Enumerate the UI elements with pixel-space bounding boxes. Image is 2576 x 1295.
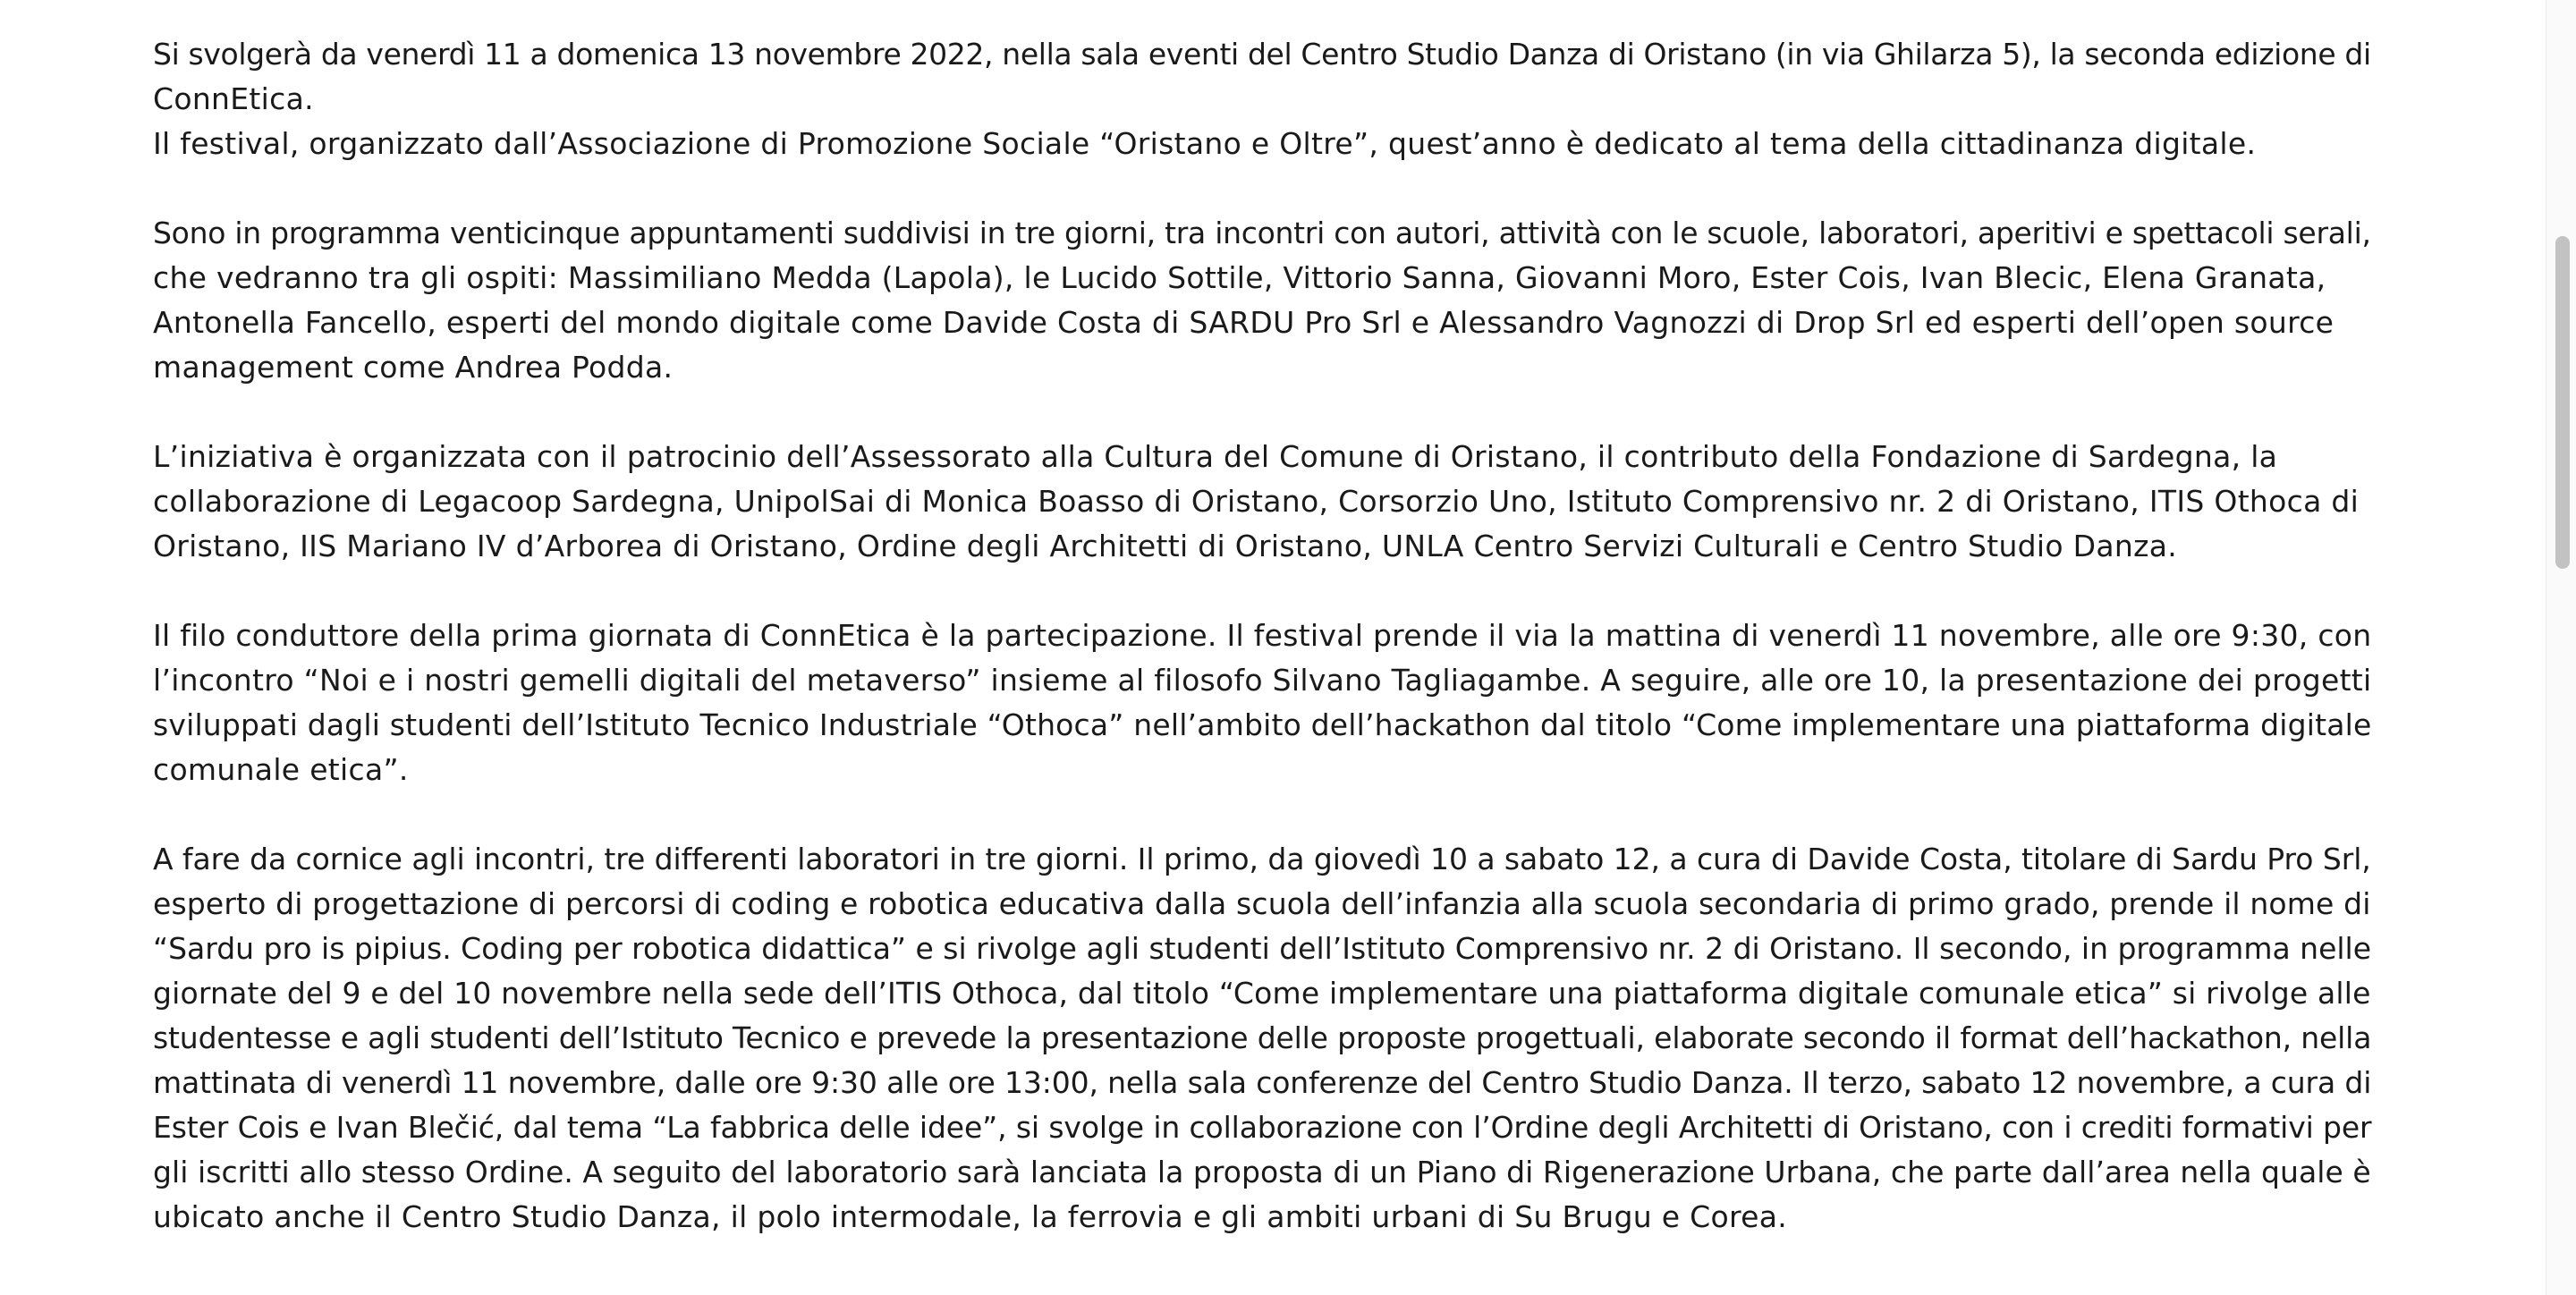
scrollbar-thumb[interactable]	[2555, 236, 2570, 569]
paragraph-sponsors	[153, 435, 2371, 569]
text-line: esperto di progettazione di percorsi di coding e robotica educativa dalla scuola dell’infanzia alla scuola secondaria di primo grado, prende il nome di	[153, 886, 2371, 921]
article-body	[153, 32, 2371, 1284]
text-line: management come Andrea Podda.	[153, 350, 674, 385]
text-line: collaborazione di Legacoop Sardegna, UnipolSai di Monica Boasso di Oristano, Corsorzio Uno, Istituto Comprensivo nr. 2 di Oristano, ITIS Othoca di	[153, 484, 2360, 519]
paragraph-program	[153, 211, 2371, 390]
text-line: Sono in programma venticinque appuntamenti suddivisi in tre giorni, tra incontri con autori, attività con le scuole, laboratori, aperitivi e spettacoli serali,	[153, 216, 2371, 250]
text-line: sviluppati dagli studenti dell’Istituto Tecnico Industriale “Othoca” nell’ambito dell’hackathon dal titolo “Come implementare una piattaforma digitale	[153, 707, 2372, 742]
text-line: Si svolgerà da venerdì 11 a domenica 13 novembre 2022, nella sala eventi del Centro Studio Danza di Oristano (in via Ghilarza 5), la seconda edizione di	[153, 37, 2371, 72]
text-line: Il filo conduttore della prima giornata di ConnEtica è la partecipazione. Il festival prende il via la mattina di venerdì 11 novembre, alle ore 9:30, con	[153, 618, 2372, 653]
text-line: Oristano, IIS Mariano IV d’Arborea di Oristano, Ordine degli Architetti di Oristano, UNLA Centro Servizi Culturali e Centro Studio Danza.	[153, 529, 2178, 563]
text-line: ubicato anche il Centro Studio Danza, il polo intermodale, la ferrovia e gli ambiti urbani di Su Brugu e Corea.	[153, 1199, 1788, 1234]
text-line: gli iscritti allo stesso Ordine. A seguito del laboratorio sarà lanciata la proposta di un Piano di Rigenerazione Urbana, che parte dall’area nella quale è	[153, 1155, 2371, 1189]
text-line: Antonella Fancello, esperti del mondo digitale come Davide Costa di SARDU Pro Srl e Alessandro Vagnozzi di Drop Srl ed esperti dell’open source	[153, 305, 2334, 340]
text-line: A fare da cornice agli incontri, tre differenti laboratori in tre giorni. Il primo, da giovedì 10 a sabato 12, a cura di Davide Costa, titolare di Sardu Pro Srl,	[153, 842, 2371, 876]
paragraph-intro	[153, 32, 2371, 166]
text-line: che vedranno tra gli ospiti: Massimiliano Medda (Lapola), le Lucido Sottile, Vittorio Sanna, Giovanni Moro, Ester Cois, Ivan Blecic, Elena Granata,	[153, 260, 2326, 295]
paragraph-workshops	[153, 837, 2371, 1240]
vertical-scrollbar[interactable]	[2546, 0, 2576, 1295]
text-line: studentesse e agli studenti dell’Istituto Tecnico e prevede la presentazione delle proposte progettuali, elaborate secondo il format dell’hackathon, nella	[153, 1020, 2372, 1055]
text-line: Ester Cois e Ivan Blečić, dal tema “La fabbrica delle idee”, si svolge in collaborazione con l’Ordine degli Architetti di Oristano, con i crediti formativi per	[153, 1110, 2372, 1145]
text-line: L’iniziativa è organizzata con il patrocinio dell’Assessorato alla Cultura del Comune di Oristano, il contributo della Fondazione di Sardegna, la	[153, 439, 2278, 474]
text-line: Il festival, organizzato dall’Associazione di Promozione Sociale “Oristano e Oltre”, quest’anno è dedicato al tema della cittadinanza digitale.	[153, 126, 2257, 161]
text-line: mattinata di venerdì 11 novembre, dalle ore 9:30 alle ore 13:00, nella sala conferenze del Centro Studio Danza. Il terzo, sabato 12 novembre, a cura di	[153, 1065, 2372, 1100]
text-line: ConnEtica.	[153, 81, 314, 116]
text-line: l’incontro “Noi e i nostri gemelli digitali del metaverso” insieme al filosofo Silvano Tagliagambe. A seguire, alle ore 10, la presentazione dei progetti	[153, 663, 2372, 698]
paragraph-first-day	[153, 614, 2371, 792]
text-line: comunale etica”.	[153, 752, 409, 787]
text-line: giornate del 9 e del 10 novembre nella sede dell’ITIS Othoca, dal titolo “Come implementare una piattaforma digitale comunale etica” si rivolge alle	[153, 976, 2371, 1011]
text-line: “Sardu pro is pipius. Coding per robotica didattica” e si rivolge agli studenti dell’Istituto Comprensivo nr. 2 di Oristano. Il secondo, in programma nelle	[153, 931, 2372, 966]
